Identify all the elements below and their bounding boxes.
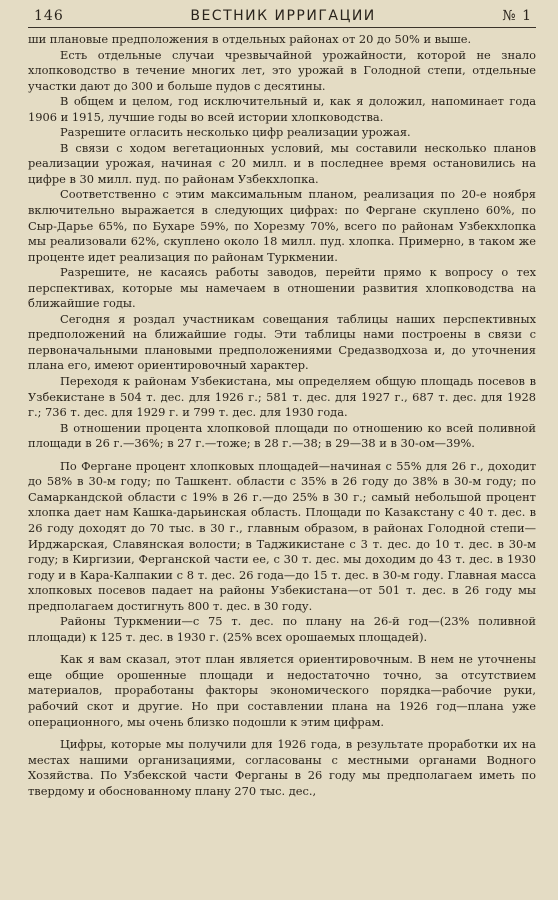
paragraph: Переходя к районам Узбекистана, мы определяем общую площадь посевов в Узбекистане в 504 т. дес. для 1926 г.; 581 т. дес. для 1927 г., 687 т. дес. для 1928 г.; 736 т. дес. для 1929 г. и 799 т. дес. для 1930 года.	[28, 374, 536, 420]
paragraph: Как я вам сказал, этот план является ориентировочным. В нем не уточнены еще общие орошенные площади и недостаточно точно, за отсутствием материалов, проработаны факторы экономического порядка—рабочие руки, рабочий скот и другие. Но при составлении плана на 1926 год—плана уже операционного, мы очень близко подошли к этим цифрам.	[28, 652, 536, 729]
paragraph: Разрешите, не касаясь работы заводов, перейти прямо к вопросу о тех перспективах, которые мы намечаем в отношении развития хлопководства на ближайшие годы.	[28, 265, 536, 311]
paragraph: В отношении процента хлопковой площади по отношению ко всей поливной площади в 26 г.—36%; в 27 г.—тоже; в 28 г.—38; в 29—38 и в 30-ом—39%.	[28, 420, 536, 451]
paragraph: В общем и целом, год исключительный и, как я доложил, напоминает года 1906 и 1915, лучшие годы во всей истории хлопководства.	[28, 94, 536, 124]
paragraph: Есть отдельные случаи чрезвычайной урожайности, которой не знало хлопководство в течение многих лет, это урожай в Голодной степи, отдельные участки дают до 300 и больше пудов с десятины.	[28, 47, 536, 93]
running-header	[28, 8, 536, 28]
paragraph: Соответственно с этим максимальным планом, реализация по 20-е ноября включительно выражается в следующих цифрах: по Фергане скуплено 60%, по Сыр-Дарье 65%, по Бухаре 59%, по Хорезму 70%, всего по районам Узбекхлопка мы реализовали 62%, скуплено около 18 милл. пуд. хлопка. Примерно, в таком же проценте идет реализация по районам Туркмении.	[28, 187, 536, 264]
paragraph-continued: ши плановые предположения в отдельных районах от 20 до 50% и выше.	[28, 32, 472, 46]
paragraph: Сегодня я роздал участникам совещания таблицы наших перспективных предположений на ближайшие годы. Эти таблицы нами построены в связи с первоначальными плановыми предположениями Средазводхоза и, до уточнения плана его, имеют ориентировочный характер.	[28, 311, 536, 373]
page-number: 146	[34, 8, 64, 24]
issue-number: № 1	[502, 8, 532, 24]
paragraph: Районы Туркмении—с 75 т. дес. по плану на 26-й год—(23% поливной площади) к 125 т. дес. в 1930 г. (25% всех орошаемых площадей).	[28, 614, 536, 644]
paragraph: По Фергане процент хлопковых площадей—начиная с 55% для 26 г., доходит до 58% в 30-м году; по Ташкент. области с 35% в 26 году до 38% в 30-м году; по Самаркандской области с 19% в 26 г.—до 25% в 30 г.; самый небольшой процент хлопка дает нам Кашка-дарьинская область. Площади по Казакстану с 40 т. дес. в 26 году доходят до 70 тыс. в 30 г., главным образом, в районах Голодной степи—Ирджарская, Славянская волости; в Таджикистане с 3 т. дес. до 10 т. дес. в 30-м году; в Киргизии, Ферганской части ее, с 30 т. дес. мы доходим до 43 т. дес. в 1930 году и в Кара-Калпакии с 8 т. дес. 26 года—до 15 т. дес. в 30-м году. Главная масса хлопковых посевов падает на районы Узбекистана—от 501 т. дес. в 26 году мы предполагаем достигнуть 800 т. дес. в 30 году.	[28, 458, 536, 613]
paragraph: Цифры, которые мы получили для 1926 года, в результате проработки их на местах нашими организациями, согласованы с местными органами Водного Хозяйства. По Узбекской части Ферганы в 26 году мы предполагаем иметь по твердому и обоснованному плану 270 тыс. дес.,	[28, 737, 536, 798]
article-body	[28, 32, 536, 799]
paragraph: В связи с ходом вегетационных условий, мы составили несколько планов реализации урожая, начиная с 20 милл. и в последнее время остановились на цифре в 30 милл. пуд. по районам Узбекхлопка.	[28, 140, 536, 186]
paragraph: Разрешите огласить несколько цифр реализации урожая.	[60, 125, 411, 140]
journal-title: ВЕСТНИК ИРРИГАЦИИ	[190, 8, 376, 24]
